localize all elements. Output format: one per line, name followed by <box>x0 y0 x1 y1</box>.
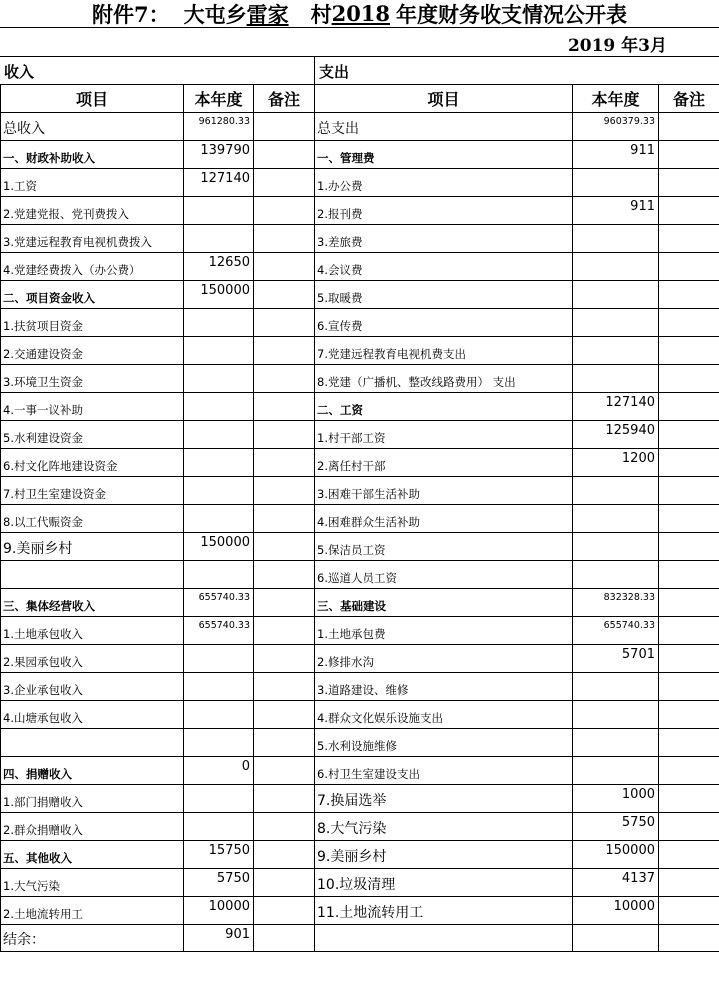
income-item-cell: 2.土地流转用工 <box>1 897 184 925</box>
income-amount-cell <box>184 225 254 253</box>
income-note-cell <box>254 813 315 841</box>
income-amount-cell <box>184 477 254 505</box>
income-amount-cell <box>184 309 254 337</box>
income-note-cell <box>254 169 315 197</box>
expense-amount-cell <box>573 281 659 309</box>
expense-amount-header: 本年度 <box>573 85 659 113</box>
income-item-cell: 4.一事一议补助 <box>1 393 184 421</box>
expense-item-cell: 1.办公费 <box>315 169 573 197</box>
expense-item-cell: 5.取暖费 <box>315 281 573 309</box>
income-note-cell <box>254 533 315 561</box>
table-row <box>1 533 719 561</box>
table-row <box>1 729 719 757</box>
expense-section-label: 支出 <box>319 63 350 81</box>
income-note-cell <box>254 757 315 785</box>
expense-note-cell <box>659 729 719 757</box>
expense-amount-cell: 911 <box>573 197 659 225</box>
expense-item-header: 项目 <box>315 85 573 113</box>
income-note-cell <box>254 421 315 449</box>
expense-amount-cell: 1200 <box>573 449 659 477</box>
expense-note-cell <box>659 869 719 897</box>
income-note-cell <box>254 617 315 645</box>
income-note-cell <box>254 785 315 813</box>
income-amount-cell <box>184 813 254 841</box>
income-item-cell: 8.以工代赈资金 <box>1 505 184 533</box>
expense-amount-cell <box>573 925 659 952</box>
expense-amount-cell: 1000 <box>573 785 659 813</box>
income-amount-cell: 127140 <box>184 169 254 197</box>
expense-amount-cell <box>573 337 659 365</box>
expense-amount-cell: 150000 <box>573 841 659 869</box>
expense-note-cell <box>659 477 719 505</box>
table-row <box>1 309 719 337</box>
income-item-cell: 结余： <box>1 925 184 952</box>
table-row <box>1 225 719 253</box>
income-amount-header: 本年度 <box>184 85 254 113</box>
income-item-cell <box>1 729 184 757</box>
income-note-cell <box>254 477 315 505</box>
table-row <box>1 617 719 645</box>
expense-note-cell <box>659 701 719 729</box>
income-item-cell <box>1 561 184 589</box>
table-row <box>1 869 719 897</box>
expense-item-cell: 11.土地流转用工 <box>315 897 573 925</box>
income-amount-cell: 15750 <box>184 841 254 869</box>
income-note-cell <box>254 869 315 897</box>
income-item-cell: 五、其他收入 <box>1 841 184 869</box>
expense-note-cell <box>659 673 719 701</box>
income-item-cell: 4.山塘承包收入 <box>1 701 184 729</box>
expense-item-cell: 9.美丽乡村 <box>315 841 573 869</box>
table-row <box>1 477 719 505</box>
income-amount-cell <box>184 393 254 421</box>
income-item-cell: 1.土地承包收入 <box>1 617 184 645</box>
income-amount-cell <box>184 197 254 225</box>
income-item-cell: 总收入 <box>1 113 184 141</box>
income-note-cell <box>254 729 315 757</box>
table-row <box>1 841 719 869</box>
income-note-cell <box>254 393 315 421</box>
expense-note-cell <box>659 561 719 589</box>
expense-note-cell <box>659 421 719 449</box>
table-row <box>1 561 719 589</box>
expense-amount-cell: 5701 <box>573 645 659 673</box>
expense-amount-cell: 655740.33 <box>573 617 659 645</box>
expense-item-cell: 1.土地承包费 <box>315 617 573 645</box>
expense-amount-cell <box>573 673 659 701</box>
expense-note-cell <box>659 365 719 393</box>
income-amount-cell: 961280.33 <box>184 113 254 141</box>
income-note-header: 备注 <box>254 85 315 113</box>
table-row <box>1 421 719 449</box>
income-amount-cell <box>184 645 254 673</box>
expense-amount-cell <box>573 477 659 505</box>
expense-item-cell: 7.换届选举 <box>315 785 573 813</box>
income-note-cell <box>254 113 315 141</box>
income-note-cell <box>254 253 315 281</box>
income-item-cell: 1.工资 <box>1 169 184 197</box>
income-amount-cell: 655740.33 <box>184 617 254 645</box>
expense-amount-cell: 125940 <box>573 421 659 449</box>
income-item-cell: 3.党建远程教育电视机费拨入 <box>1 225 184 253</box>
expense-amount-cell <box>573 225 659 253</box>
report-date: 2019 年3月 <box>567 36 667 56</box>
income-note-cell <box>254 281 315 309</box>
expense-item-cell: 三、基础建设 <box>315 589 573 617</box>
date-row <box>0 27 719 57</box>
income-note-cell <box>254 925 315 952</box>
income-amount-cell: 150000 <box>184 533 254 561</box>
expense-item-cell <box>315 925 573 952</box>
expense-note-cell <box>659 449 719 477</box>
income-note-cell <box>254 449 315 477</box>
income-item-cell: 7.村卫生室建设资金 <box>1 477 184 505</box>
income-item-cell: 1.部门捐赠收入 <box>1 785 184 813</box>
expense-amount-cell <box>573 365 659 393</box>
expense-note-cell <box>659 309 719 337</box>
table-row <box>1 337 719 365</box>
expense-item-cell: 3.差旅费 <box>315 225 573 253</box>
income-note-cell <box>254 365 315 393</box>
income-item-cell: 四、捐赠收入 <box>1 757 184 785</box>
expense-note-cell <box>659 897 719 925</box>
income-note-cell <box>254 225 315 253</box>
expense-item-cell: 4.群众文化娱乐设施支出 <box>315 701 573 729</box>
table-row <box>1 365 719 393</box>
expense-note-cell <box>659 169 719 197</box>
title-prefix: 附件7： <box>91 1 170 27</box>
table-row <box>1 701 719 729</box>
expense-amount-cell <box>573 757 659 785</box>
table-row <box>1 897 719 925</box>
expense-amount-cell <box>573 561 659 589</box>
expense-note-cell <box>659 533 719 561</box>
expense-note-cell <box>659 925 719 952</box>
expense-item-cell: 一、管理费 <box>315 141 573 169</box>
expense-item-cell: 8.党建（广播机、整改线路费用） 支出 <box>315 365 573 393</box>
expense-note-cell <box>659 113 719 141</box>
table-row <box>1 757 719 785</box>
income-item-cell: 4.党建经费拨入（办公费） <box>1 253 184 281</box>
section-row <box>0 56 719 85</box>
income-item-cell: 三、集体经营收入 <box>1 589 184 617</box>
expense-note-cell <box>659 617 719 645</box>
income-amount-cell: 0 <box>184 757 254 785</box>
income-amount-cell <box>184 505 254 533</box>
expense-amount-cell: 5750 <box>573 813 659 841</box>
income-note-cell <box>254 141 315 169</box>
table-row <box>1 393 719 421</box>
expense-item-cell: 总支出 <box>315 113 573 141</box>
expense-amount-cell <box>573 253 659 281</box>
expense-amount-cell: 911 <box>573 141 659 169</box>
income-note-cell <box>254 197 315 225</box>
income-item-cell: 2.党建党报、党刊费拨入 <box>1 197 184 225</box>
income-item-cell: 一、财政补助收入 <box>1 141 184 169</box>
income-item-cell: 2.交通建设资金 <box>1 337 184 365</box>
income-item-cell: 1.扶贫项目资金 <box>1 309 184 337</box>
table-row <box>1 141 719 169</box>
table-row <box>1 169 719 197</box>
income-amount-cell <box>184 449 254 477</box>
title-village-suffix: 村 <box>310 1 332 27</box>
expense-item-cell: 10.垃圾清理 <box>315 869 573 897</box>
income-amount-cell <box>184 561 254 589</box>
income-note-cell <box>254 505 315 533</box>
expense-item-cell: 6.宣传费 <box>315 309 573 337</box>
income-item-cell: 6.村文化阵地建设资金 <box>1 449 184 477</box>
income-item-cell: 2.果园承包收入 <box>1 645 184 673</box>
table-row <box>1 673 719 701</box>
income-item-cell: 二、项目资金收入 <box>1 281 184 309</box>
income-amount-cell: 5750 <box>184 869 254 897</box>
income-amount-cell: 139790 <box>184 141 254 169</box>
expense-item-cell: 二、工资 <box>315 393 573 421</box>
expense-note-cell <box>659 645 719 673</box>
expense-note-cell <box>659 841 719 869</box>
expense-note-cell <box>659 337 719 365</box>
expense-note-cell <box>659 785 719 813</box>
sheet-title <box>0 0 719 28</box>
income-note-cell <box>254 897 315 925</box>
expense-note-cell <box>659 281 719 309</box>
expense-amount-cell <box>573 169 659 197</box>
title-township: 大屯乡 <box>183 1 247 27</box>
expense-note-cell <box>659 589 719 617</box>
table-row <box>1 785 719 813</box>
income-note-cell <box>254 309 315 337</box>
income-note-cell <box>254 841 315 869</box>
expense-amount-cell <box>573 729 659 757</box>
income-amount-cell: 901 <box>184 925 254 952</box>
income-amount-cell <box>184 729 254 757</box>
expense-amount-cell: 10000 <box>573 897 659 925</box>
income-item-header: 项目 <box>1 85 184 113</box>
expense-note-cell <box>659 141 719 169</box>
table-row <box>1 449 719 477</box>
table-row <box>1 925 719 952</box>
expense-item-cell: 7.党建远程教育电视机费支出 <box>315 337 573 365</box>
table-row <box>1 589 719 617</box>
finance-table <box>0 84 719 952</box>
table-row <box>1 197 719 225</box>
expense-item-cell: 1.村干部工资 <box>315 421 573 449</box>
title-village: 雷家 <box>246 1 289 27</box>
income-item-cell: 2.群众捐赠收入 <box>1 813 184 841</box>
income-note-cell <box>254 589 315 617</box>
income-amount-cell <box>184 337 254 365</box>
income-note-cell <box>254 701 315 729</box>
expense-item-cell: 6.村卫生室建设支出 <box>315 757 573 785</box>
expense-amount-cell: 127140 <box>573 393 659 421</box>
expense-item-cell: 3.困难干部生活补助 <box>315 477 573 505</box>
income-item-cell: 1.大气污染 <box>1 869 184 897</box>
income-amount-cell: 12650 <box>184 253 254 281</box>
income-note-cell <box>254 561 315 589</box>
income-item-cell: 5.水利建设资金 <box>1 421 184 449</box>
title-year: 2018 <box>331 1 391 26</box>
expense-amount-cell <box>573 505 659 533</box>
income-amount-cell <box>184 421 254 449</box>
expense-note-cell <box>659 505 719 533</box>
income-item-cell: 9.美丽乡村 <box>1 533 184 561</box>
expense-note-cell <box>659 253 719 281</box>
expense-amount-cell <box>573 533 659 561</box>
expense-amount-cell: 960379.33 <box>573 113 659 141</box>
expense-item-cell: 8.大气污染 <box>315 813 573 841</box>
expense-amount-cell: 832328.33 <box>573 589 659 617</box>
table-row <box>1 645 719 673</box>
table-row <box>1 505 719 533</box>
expense-item-cell: 5.水利设施维修 <box>315 729 573 757</box>
expense-item-cell: 4.困难群众生活补助 <box>315 505 573 533</box>
expense-note-cell <box>659 225 719 253</box>
title-rest: 年度财务收支情况公开表 <box>396 1 628 27</box>
income-item-cell: 3.环境卫生资金 <box>1 365 184 393</box>
expense-item-cell: 6.巡道人员工资 <box>315 561 573 589</box>
income-note-cell <box>254 337 315 365</box>
expense-amount-cell <box>573 309 659 337</box>
income-note-cell <box>254 645 315 673</box>
income-amount-cell <box>184 701 254 729</box>
table-row <box>1 813 719 841</box>
income-amount-cell <box>184 785 254 813</box>
expense-amount-cell: 4137 <box>573 869 659 897</box>
income-amount-cell: 655740.33 <box>184 589 254 617</box>
income-amount-cell <box>184 365 254 393</box>
expense-item-cell: 4.会议费 <box>315 253 573 281</box>
expense-note-cell <box>659 393 719 421</box>
expense-item-cell: 3.道路建设、维修 <box>315 673 573 701</box>
income-amount-cell: 10000 <box>184 897 254 925</box>
income-section-label: 收入 <box>4 63 35 81</box>
expense-amount-cell <box>573 701 659 729</box>
expense-note-cell <box>659 197 719 225</box>
income-amount-cell: 150000 <box>184 281 254 309</box>
expense-note-cell <box>659 757 719 785</box>
income-amount-cell <box>184 673 254 701</box>
header-row <box>1 85 719 113</box>
expense-item-cell: 2.修排水沟 <box>315 645 573 673</box>
expense-item-cell: 2.报刊费 <box>315 197 573 225</box>
table-row <box>1 253 719 281</box>
table-row <box>1 113 719 141</box>
expense-item-cell: 2.离任村干部 <box>315 449 573 477</box>
income-item-cell: 3.企业承包收入 <box>1 673 184 701</box>
expense-note-cell <box>659 813 719 841</box>
table-row <box>1 281 719 309</box>
expense-item-cell: 5.保洁员工资 <box>315 533 573 561</box>
expense-note-header: 备注 <box>659 85 719 113</box>
income-note-cell <box>254 673 315 701</box>
